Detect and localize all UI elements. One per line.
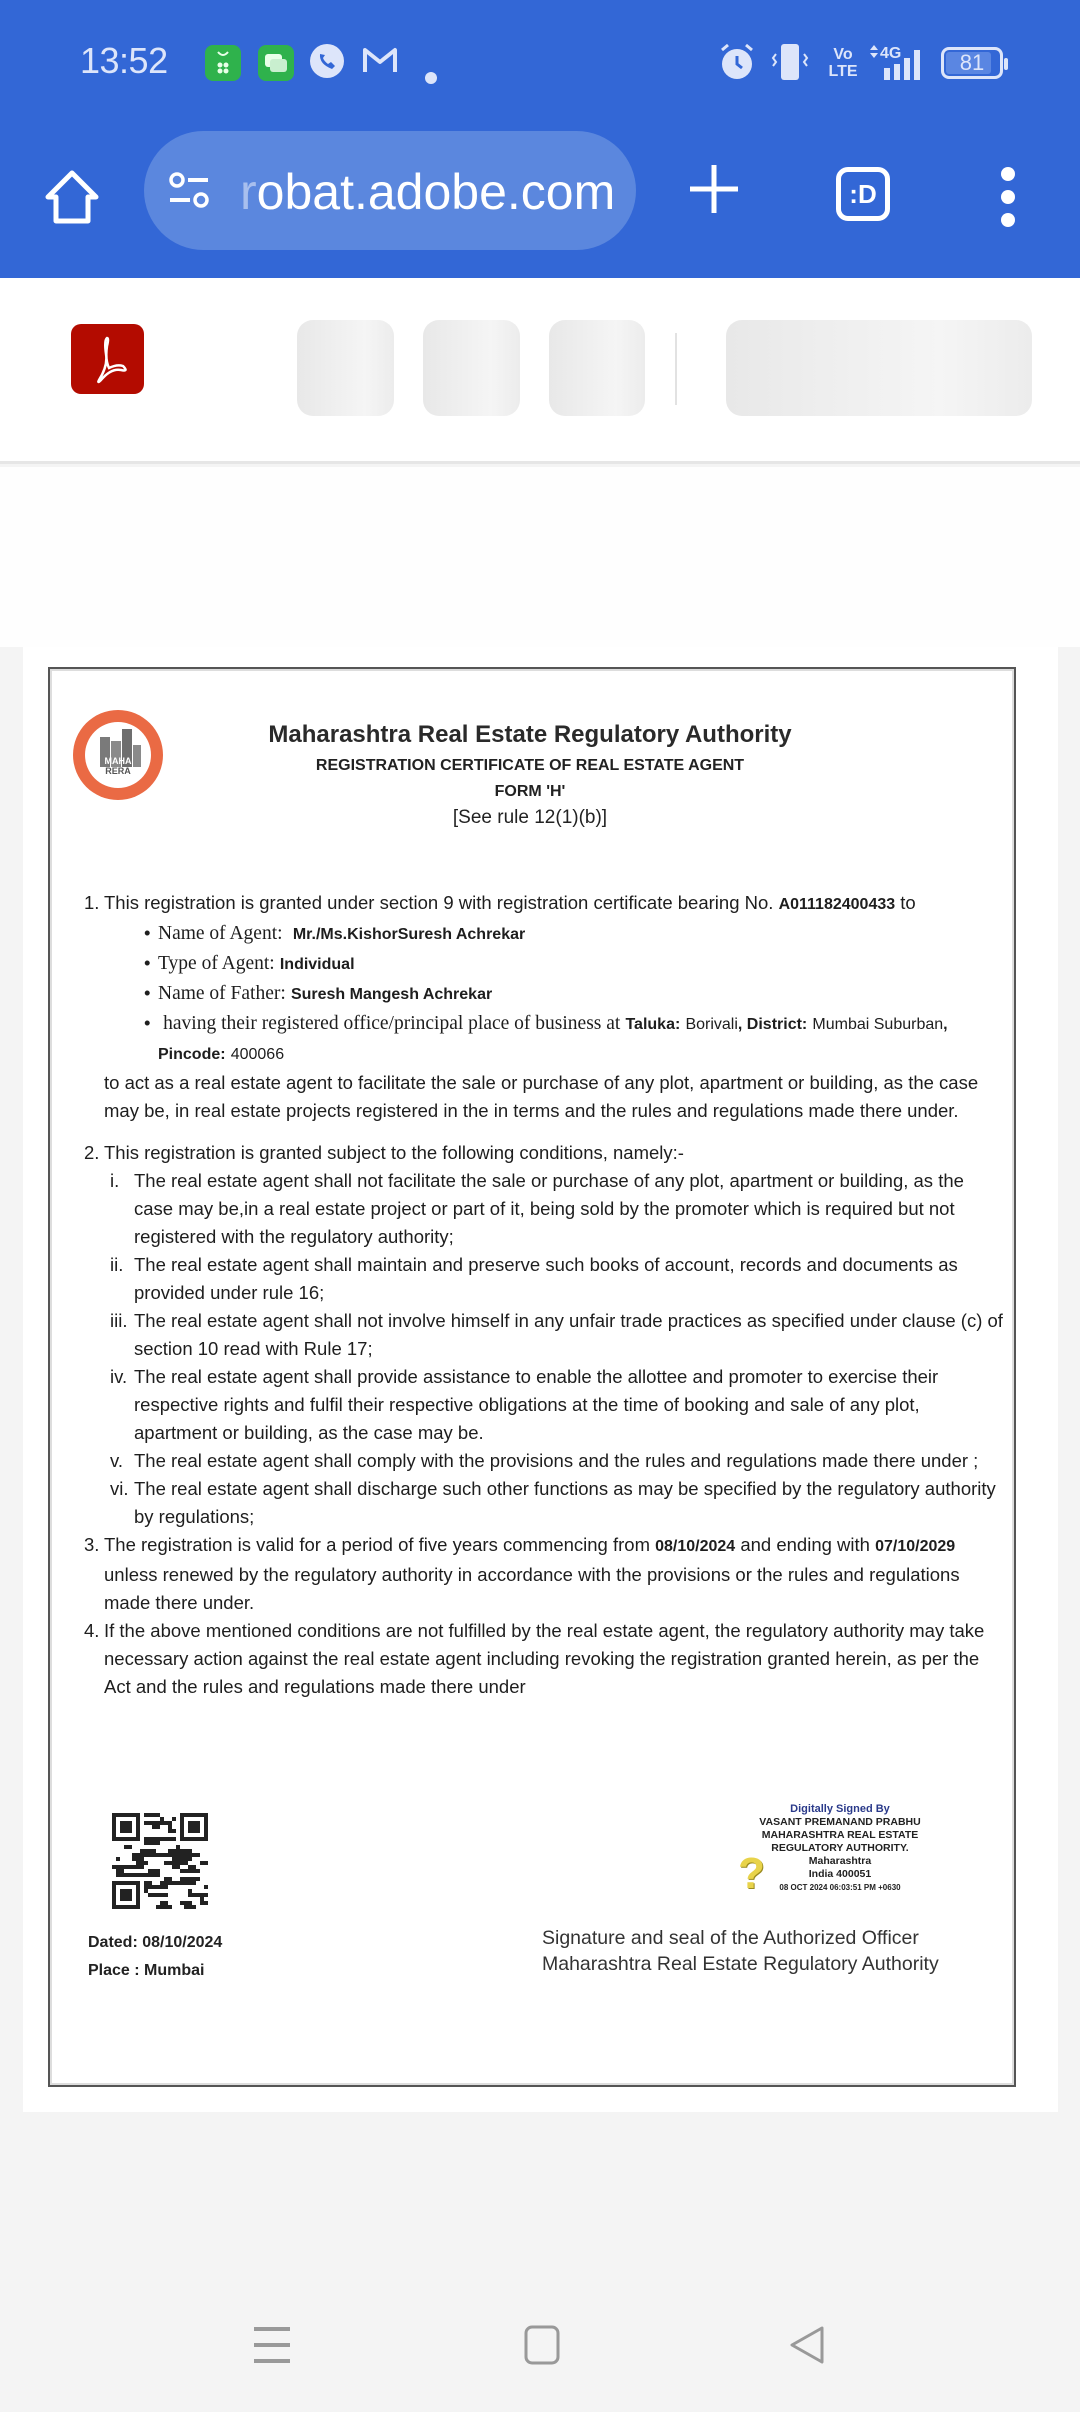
maharera-logo — [70, 707, 166, 803]
plus-icon — [684, 159, 744, 219]
rule-reference: [See rule 12(1)(b)] — [452, 807, 608, 828]
site-settings-icon[interactable] — [168, 171, 210, 211]
pincode: 400066 — [230, 1046, 285, 1063]
condition-item: iv. The real estate agent shall provide assistance to enable the allottee and promoter to exercise their respective rights and fulfil their respective obligations at the time of booking and sale of any plot, apartment or building, as the case may be. — [110, 1366, 939, 1443]
adobe-acrobat-logo[interactable] — [71, 324, 144, 394]
section-4: 4. If the above mentioned conditions are not fulfilled by the real estate agent, the regulatory authority may take necessary action against the real estate agent including revoking the registration granted herein, as per the Act and the rules and regulations made there under — [84, 1620, 985, 1697]
agent-details — [84, 919, 1004, 1069]
registration-number: A011182400433 — [778, 896, 896, 913]
toolbar-placeholder — [423, 320, 520, 416]
home-icon — [40, 165, 104, 229]
purpose-text: to act as a real estate agent to facilitate the sale or purchase of any plot, apartment or building, as the case may be, in real estate projects registered in the in terms and the rules and regulations made there under. — [104, 1072, 979, 1121]
certificate-body — [84, 889, 1004, 1701]
condition-item: i. The real estate agent shall not facilitate the sale or purchase of any plot, apartment or building, as the case may be,in a real estate project or part of it, being sold by the promoter which is required but not registered with the regulatory authority; — [110, 1170, 964, 1247]
dot-icon — [424, 54, 438, 94]
battery-indicator: 81 — [941, 47, 1003, 79]
qr-code — [112, 1813, 208, 1909]
more-options-button[interactable] — [996, 165, 1020, 229]
digital-signature: Digitally Signed By VASANT PREMANAND PRABHU MAHARASHTRA REAL ESTATE REGULATORY AUTHORITY. Maharashtra India 400051 08 OCT 2024 06:03:51 PM +0630 — [759, 1803, 921, 1892]
issue-info — [88, 1929, 222, 1985]
vibrate-icon — [770, 40, 810, 84]
back-button[interactable] — [788, 2325, 828, 2370]
condition-item: vi. The real estate agent shall discharge such other functions as may be specified by the regulatory authority by regulations; — [110, 1478, 996, 1527]
father-name: Suresh Mangesh Achrekar — [290, 986, 493, 1003]
acrobat-toolbar — [0, 278, 1080, 464]
dated-label: Dated: 08/10/2024 — [88, 1934, 223, 1951]
menu-dot-icon — [1001, 213, 1015, 227]
condition-item: v. The real estate agent shall comply with the provisions and the rules and regulations made there under ; — [110, 1450, 979, 1471]
agent-name: Mr./Ms.KishorSuresh Achrekar — [292, 926, 526, 943]
valid-until-date: 07/10/2029 — [875, 1538, 956, 1555]
authority-name: Maharashtra Real Estate Regulatory Authority — [268, 721, 792, 748]
certificate-header — [230, 721, 830, 829]
messages-icon — [258, 45, 294, 81]
toolbar-placeholder — [297, 320, 394, 416]
father-name-row: • Name of Father: Suresh Mangesh Achrekar — [144, 979, 1004, 1009]
recents-button[interactable] — [252, 2325, 292, 2370]
home-nav-button[interactable] — [524, 2325, 560, 2370]
browser-toolbar — [0, 125, 1080, 278]
section-2: 2. This registration is granted subject to the following conditions, namely:- i. The real estate agent shall not facilitate the sale or purchase of any plot, apartment or building, as the case may be,in a real estate project or part of it, being sold by the promoter which is required but not registered with the regulatory authority; ii. The real estate agent shall maintain and preserve such books of account, records and documents as provided under rule 16; iii. The real estate agent shall not involve himself in any unfair trade practices as specified under clause (c) of section 10 read with Rule 17; iv. The real estate agent shall provide assistance to enable the allottee and promoter to exercise their respective rights and fulfil their respective obligations at the time of booking and sale of any plot, apartment or building, as the case may be. v. The real estate agent shall comply with the provisions and the rules and regulations made there under ; vi. The real estate agent shall discharge such other functions as may be specified by the regulatory authority by regulations; — [84, 1139, 1004, 1531]
url-bar[interactable] — [144, 131, 636, 250]
condition-item: iii. The real estate agent shall not involve himself in any unfair trade practices as specified under clause (c) of section 10 read with Rule 17; — [110, 1310, 1003, 1359]
district: Mumbai Suburban — [812, 1016, 944, 1033]
certificate — [48, 667, 1016, 2087]
form-name: FORM 'H' — [494, 783, 566, 800]
toolbar-divider — [675, 333, 677, 405]
alarm-icon — [718, 40, 756, 84]
status-bar — [0, 0, 1080, 125]
phone-icon — [308, 42, 346, 89]
app-store-icon — [205, 45, 241, 81]
section-3: 3. The registration is valid for a period of five years commencing from 08/10/2024 and ending with 07/10/2029 unless renewed by the regulatory authority in accordance with the provisions or the rules and regulations made there under. — [84, 1534, 960, 1613]
system-nav-bar — [0, 2290, 1080, 2400]
agent-type: Individual — [279, 956, 355, 973]
back-icon — [788, 2325, 828, 2365]
signature-caption: Signature and seal of the Authorized Officer Maharashtra Real Estate Regulatory Authority — [542, 1927, 939, 1975]
menu-dot-icon — [1001, 167, 1015, 181]
agent-type-row: • Type of Agent: Individual — [144, 949, 1004, 979]
valid-from-date: 08/10/2024 — [655, 1538, 736, 1555]
certificate-title: REGISTRATION CERTIFICATE OF REAL ESTATE AGENT — [315, 757, 745, 774]
volte-icon: Vo LTE — [828, 46, 858, 80]
signature-unverified-icon: ? — [738, 1849, 765, 1898]
url-text[interactable]: robat.adobe.com — [240, 164, 616, 220]
logo-text: RERA — [105, 766, 131, 776]
status-time: 13:52 — [80, 40, 168, 81]
section-1: 1. This registration is granted under section 9 with registration certificate bearing No. A011182400433 to • Name of Agent: Mr./Ms.KishorSuresh Achrekar • Type of Agent: Individual • Name of Father: Suresh Mangesh Achrekar • having their registered office/principal place of business at Taluka: Borivali, District: Mumbai Suburban, Pincode: 400066 to act as a real estate agent to facilitate the sale or purchase of any plot, apartment or building, as the case may be, in real estate projects registered in the in terms and the rules and regulations made there under. — [84, 889, 1004, 1125]
toolbar-placeholder-wide — [726, 320, 1032, 416]
pdf-page — [23, 647, 1058, 2112]
new-tab-button[interactable] — [684, 159, 744, 219]
signal-4g-icon — [866, 40, 930, 84]
gmail-icon — [360, 42, 400, 87]
acrobat-icon — [71, 324, 144, 394]
tab-switcher-button[interactable]: :D — [836, 167, 890, 221]
menu-dot-icon — [1001, 190, 1015, 204]
recents-icon — [252, 2325, 292, 2365]
place-label: Place : Mumbai — [88, 1962, 205, 1979]
toolbar-placeholder — [549, 320, 645, 416]
svg-text:4G: 4G — [880, 45, 902, 62]
viewer-blank-area — [0, 467, 1080, 647]
home-button[interactable] — [40, 165, 104, 229]
taluka: Borivali — [685, 1016, 738, 1033]
condition-item: ii. The real estate agent shall maintain and preserve such books of account, records and documents as provided under rule 16; — [110, 1254, 958, 1303]
address-row: • having their registered office/principal place of business at Taluka: Borivali, District: Mumbai Suburban, Pincode: 400066 — [144, 1009, 1004, 1069]
pdf-viewer[interactable] — [0, 467, 1080, 2412]
logo-text: MAHA — [104, 756, 132, 766]
agent-name-row: • Name of Agent: Mr./Ms.KishorSuresh Achrekar — [144, 919, 1004, 949]
home-square-icon — [524, 2325, 560, 2365]
